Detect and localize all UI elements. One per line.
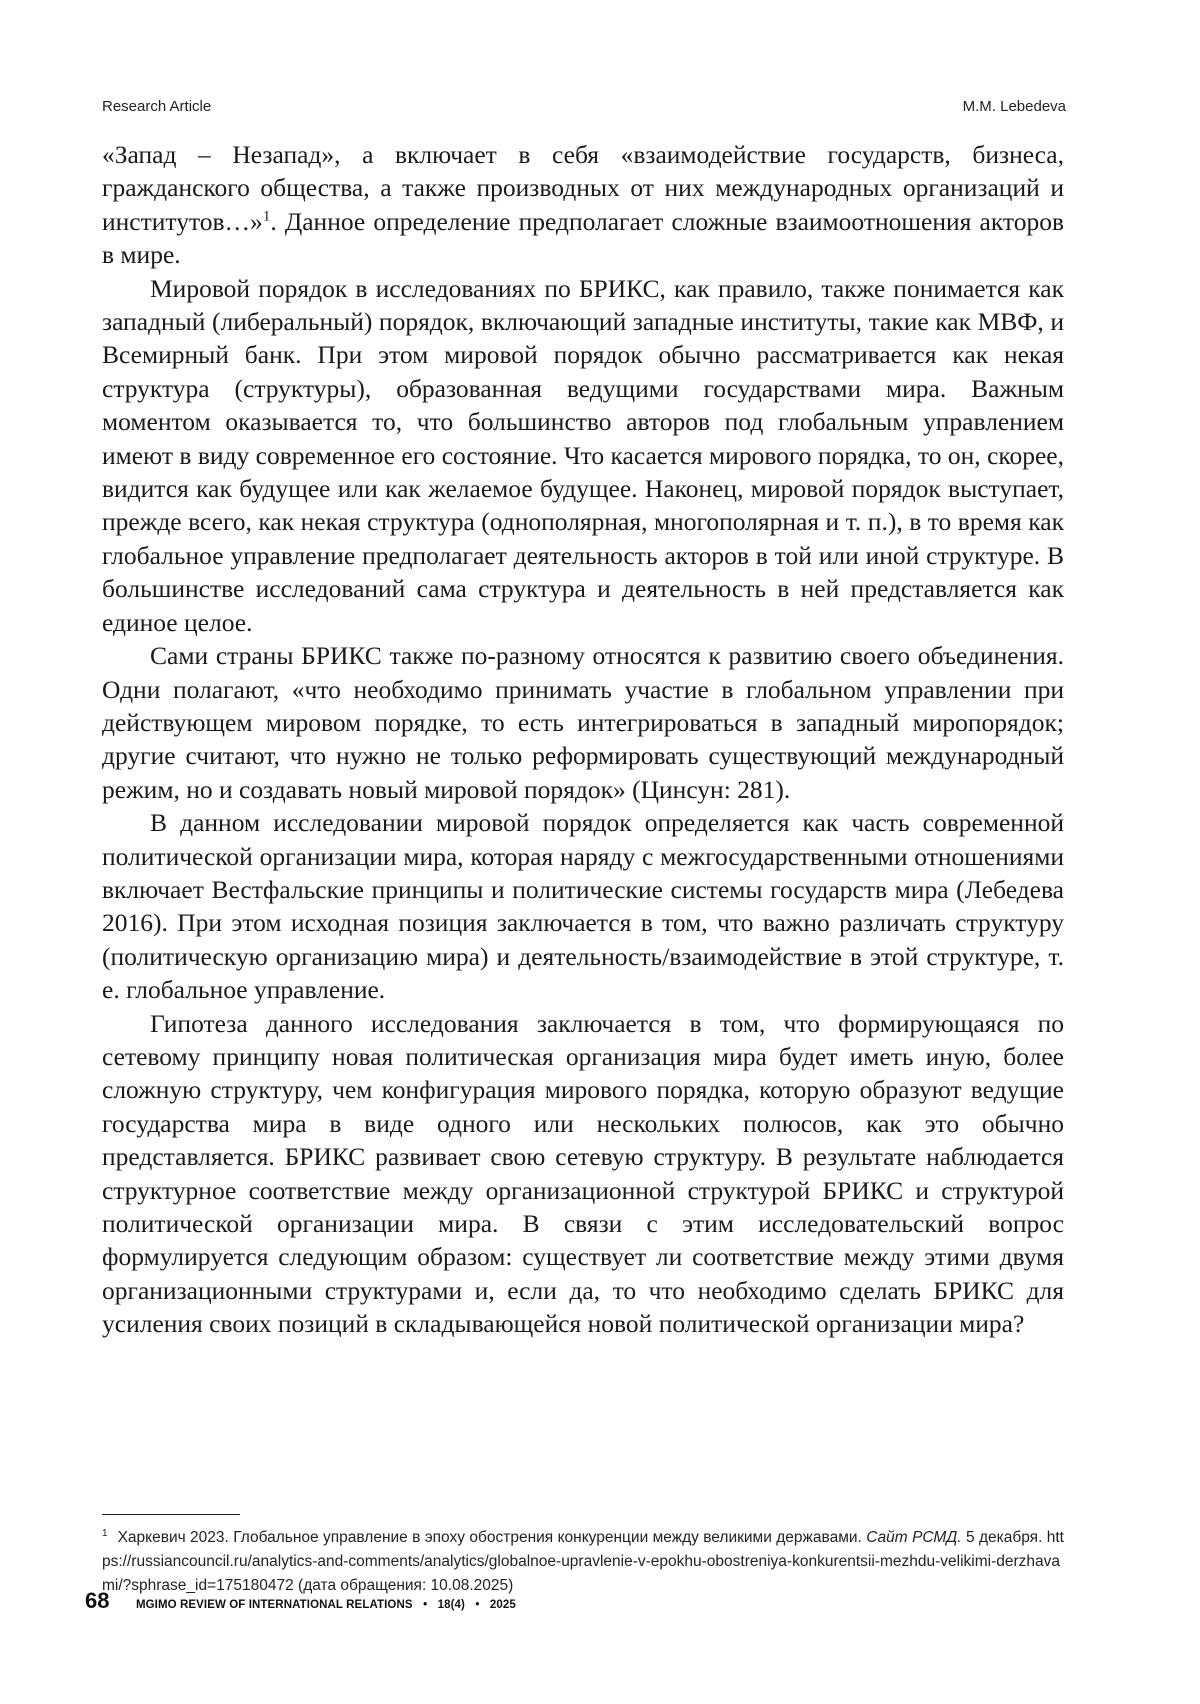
paragraph-1-text-b: . Данное определение предполагает сложные взаимоотношения акторов в мире. (102, 207, 1064, 269)
paragraph-1-text-a: «Запад – Незапад», а включает в себя «взаимодействие государств, бизнеса, гражданского общества, а также производных от них международных организаций и институтов…» (102, 140, 1064, 236)
running-head (102, 98, 1066, 122)
journal-issue: 18(4) (438, 1599, 465, 1611)
footer-separator-1: • (423, 1599, 427, 1611)
footnote-url[interactable]: https://russiancouncil.ru/analytics-and-comments/analytics/globalnoe-upravlenie-v-epokhu-obostreniya-konkurentsii-mezhdu-velikimi-derzhavami/?sphrase_id=175180472 (102, 1529, 1064, 1594)
footnote-text: Харкевич 2023. Глобальное управление в эпоху обострения конкуренции между великими державами. (118, 1529, 867, 1546)
footnote-source: Сайт РСМД. (866, 1529, 961, 1546)
article-body (102, 138, 1064, 1341)
paragraph-2: Мировой порядок в исследованиях по БРИКС, как правило, также понимается как западный (либеральный) порядок, включающий западные институты, такие как МВФ, и Всемирный банк. При этом мировой порядок обычно рассматривается как некая структура (структуры), образованная ведущими государствами мира. Важным моментом оказывается то, что большинство авторов под глобальным управлением имеют в виду современное его состояние. Что касается мирового порядка, то он, скорее, видится как будущее или как желаемое будущее. Наконец, мировой порядок выступает, прежде всего, как некая структура (однополярная, многополярная и т. п.), в то время как глобальное управление предполагает деятельность акторов в той или иной структуре. В большинстве исследований сама структура и деятельность в ней представляется как единое целое. (102, 272, 1064, 639)
footnote-1 (102, 1522, 1064, 1598)
footnote-date: 5 декабря. (962, 1529, 1047, 1546)
page-number: 68 (85, 1588, 109, 1613)
paragraph-3: Сами страны БРИКС также по-разному относятся к развитию своего объединения. Одни полагают, «что необходимо принимать участие в глобальном управлении при действующем мировом порядке, то есть интегрироваться в западный миропорядок; другие считают, что нужно не только реформировать существующий международный режим, но и создавать новый мировой порядок» (Цинсун: 281). (102, 639, 1064, 806)
journal-title: MGIMO REVIEW OF INTERNATIONAL RELATIONS (136, 1599, 413, 1611)
paragraph-4: В данном исследовании мировой порядок определяется как часть современной политической организации мира, которая наряду с межгосударственными отношениями включает Вестфальские принципы и политические системы государств мира (Лебедева 2016). При этом исходная позиция заключается в том, что важно различать структуру (политическую организацию мира) и деятельность/взаимодействие в этой структуре, т. е. глобальное управление. (102, 806, 1064, 1006)
author-name: M.M. Lebedeva (963, 98, 1066, 115)
page-footer (85, 1588, 516, 1618)
paragraph-1 (102, 138, 1064, 272)
article-type-label: Research Article (102, 98, 211, 115)
paragraph-5: Гипотеза данного исследования заключается в том, что формирующаяся по сетевому принципу новая политическая организация мира будет иметь иную, более сложную структуру, чем конфигурация мирового порядка, которую образуют ведущие государства мира в виде одного или нескольких полюсов, как это обычно представляется. БРИКС развивает свою сетевую структуру. В результате наблюдается структурное соответствие между организационной структурой БРИКС и структурой политической организации мира. В связи с этим исследовательский вопрос формулируется следующим образом: существует ли соответствие между этими двумя организационными структурами и, если да, то что необходимо сделать БРИКС для усиления своих позиций в складывающейся новой политической организации мира? (102, 1007, 1064, 1341)
footnote-access-date: (дата обращения: 10.08.2025) (294, 1577, 514, 1594)
footnote-number: 1 (102, 1528, 108, 1539)
footnote-divider (102, 1514, 240, 1515)
journal-year: 2025 (490, 1599, 516, 1611)
footnote-ref-1[interactable]: 1 (263, 208, 271, 224)
journal-page (0, 0, 1200, 1704)
footer-separator-2: • (475, 1599, 479, 1611)
